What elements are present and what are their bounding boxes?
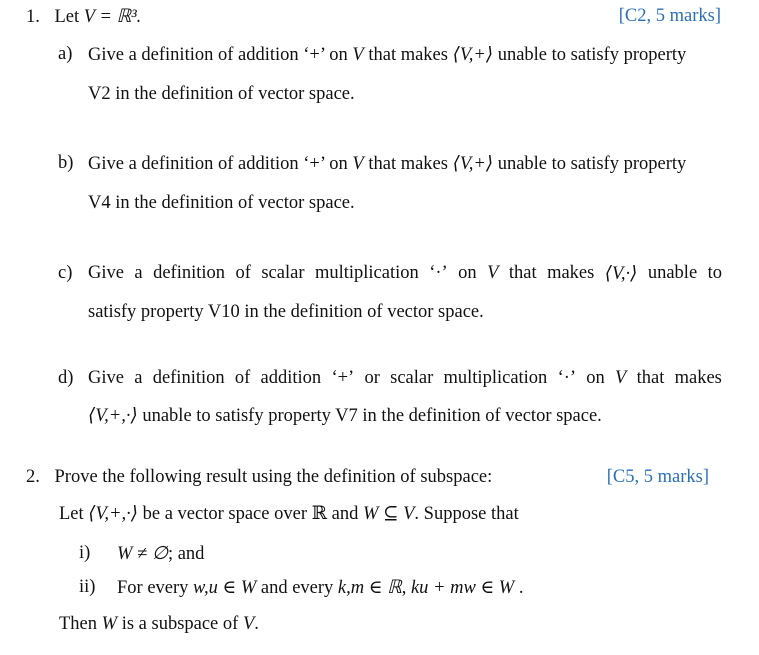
q2-number: 2.	[26, 467, 40, 487]
q1c-word: to	[707, 263, 722, 283]
q1c-var: V	[487, 263, 499, 283]
q2-conclusion	[59, 614, 259, 635]
q1d-line2	[88, 405, 602, 427]
q1c-line2: satisfy property V10 in the definition of vector space.	[88, 302, 484, 322]
q2-intro: Prove the following result using the definition of subspace:	[54, 467, 493, 487]
q2-cond-ii	[117, 577, 523, 599]
q2-let-line	[59, 503, 519, 525]
q2-conclusion-mid: is a subspace of	[121, 614, 239, 634]
q1c-word: a	[134, 263, 143, 283]
q1b-label: b)	[58, 153, 74, 173]
q2-let-mid: be a vector space over	[142, 504, 307, 524]
q2-cond-ii-comma: ,	[401, 578, 407, 598]
q1d-word: scalar	[390, 368, 434, 388]
q2-cond-ii-math1: w,u ∈ W	[193, 578, 257, 598]
q2-cond-ii-label: ii)	[79, 577, 96, 597]
q1a-text-post: unable to satisfy property	[497, 45, 687, 65]
q2-conclusion-end: .	[254, 614, 259, 634]
q1a-text-pre: Give a definition of addition ‘+’ on	[88, 45, 348, 65]
q1d-word: Give	[88, 368, 124, 388]
q1b-text-mid: that makes	[368, 154, 448, 174]
q1c-word: makes	[547, 263, 595, 283]
q1d-word: addition	[260, 368, 322, 388]
q2-cond-i-label: i)	[79, 543, 91, 563]
q1-header	[26, 6, 141, 28]
q1a-label: a)	[58, 44, 73, 64]
q1a-line1	[88, 44, 722, 66]
q1b-text-pre: Give a definition of addition ‘+’ on	[88, 154, 348, 174]
q1a-tuple: ⟨V,+⟩	[452, 45, 494, 65]
q1c-word: Give	[88, 263, 124, 283]
q1c-word: that	[508, 263, 537, 283]
q1c-word: unable	[647, 263, 698, 283]
q2-cond-i	[117, 543, 204, 565]
q2-let-tuple: ⟨V,+,·⟩	[88, 504, 138, 524]
q2-let-post: . Suppose that	[414, 504, 519, 524]
q1d-tuple: ⟨V,+,·⟩	[88, 406, 138, 426]
q1c-tuple: ⟨V,·⟩	[604, 264, 638, 284]
q1d-text-post: unable to satisfy property V7 in the definition of vector space.	[142, 406, 602, 426]
q1a-var: V	[352, 45, 364, 65]
q2-cond-ii-pre: For every	[117, 578, 189, 598]
q2-marks: [C5, 5 marks]	[606, 467, 709, 487]
q1-lead: Let	[54, 7, 80, 27]
q1d-word: or	[364, 368, 380, 388]
q2-cond-i-math: W ≠ ∅	[117, 544, 168, 564]
q1c-word: multiplication	[314, 263, 419, 283]
q1d-line1	[88, 368, 722, 389]
q2-let-and: and	[331, 504, 359, 524]
q1d-word: makes	[674, 368, 722, 388]
q1d-word: ‘+’	[331, 368, 355, 388]
q2-conclusion-var: W	[101, 614, 118, 634]
q1d-word: of	[234, 368, 251, 388]
q2-let-reals: ℝ	[311, 504, 327, 524]
q1c-word: ‘·’	[429, 263, 448, 283]
q1a-line2: V2 in the definition of vector space.	[88, 84, 355, 104]
q1c-word: definition	[153, 263, 226, 283]
q1d-var: V	[615, 368, 627, 388]
q1-marks: [C2, 5 marks]	[618, 6, 721, 26]
q1c-word: of	[235, 263, 251, 283]
q1b-line2: V4 in the definition of vector space.	[88, 193, 355, 213]
q2-conclusion-v: V	[242, 614, 255, 634]
q1d-word: definition	[152, 368, 225, 388]
q1d-word: that	[636, 368, 665, 388]
q1c-word: scalar	[261, 263, 305, 283]
q2-cond-ii-mid: and every	[260, 578, 334, 598]
q1d-word: a	[134, 368, 143, 388]
q1c-word: on	[458, 263, 477, 283]
q2-cond-ii-math3: ku + mw ∈ W	[410, 578, 515, 598]
q2-cond-i-post: ; and	[167, 544, 205, 564]
q2-cond-ii-end: .	[518, 578, 524, 598]
q1b-tuple: ⟨V,+⟩	[452, 154, 494, 174]
q1b-var: V	[352, 154, 364, 174]
q1d-label: d)	[58, 368, 74, 388]
q1-number: 1.	[26, 7, 40, 27]
q2-let-pre: Let	[59, 504, 84, 524]
q2-header	[26, 467, 492, 488]
q1b-text-post: unable to satisfy property	[497, 154, 687, 174]
q1d-word: multiplication	[443, 368, 548, 388]
q2-conclusion-pre: Then	[59, 614, 98, 634]
q2-let-subset: W ⊆ V	[362, 504, 415, 524]
q1c-line1	[88, 263, 722, 285]
q1d-word: on	[586, 368, 605, 388]
q2-cond-ii-math2: k,m ∈ ℝ	[337, 578, 402, 598]
q1a-text-mid: that makes	[368, 45, 448, 65]
q1-space-def: V = ℝ³.	[83, 7, 142, 27]
q1d-word: ‘·’	[557, 368, 577, 388]
q1c-label: c)	[58, 263, 73, 283]
q1b-line1	[88, 153, 722, 175]
